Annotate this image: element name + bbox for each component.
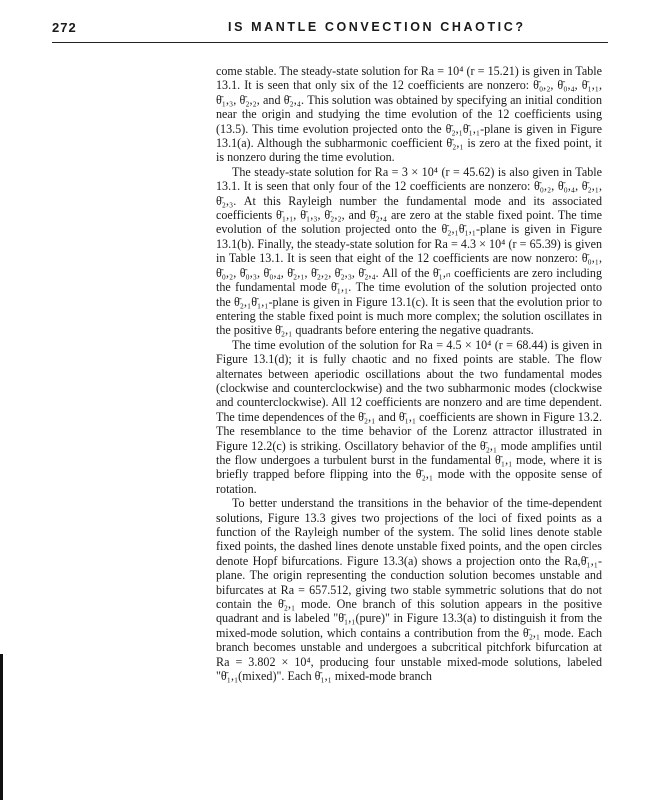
scan-edge-mark xyxy=(0,654,3,800)
paragraph: come stable. The steady-state solution for Ra = 10⁴ (r = 15.21) is given in Table 13.1. It is seen that only six of the 12 coefficients are nonzero: θ̄₀,₂, θ̄₀,₄, θ̄₁,₁, θ̄₁,₃, θ̄₂,₂, and θ̄₂,₄. This solution was obtained by specifying an initial condition near the origin and studying the time evolution of the 12 coefficients using (13.5). This time evolution projected onto the θ̄₂,₁θ̄₁,₁-plane is given in Figure 13.1(a). Although the subharmonic coefficient θ̄₂,₁ is zero at the fixed point, it is nonzero during the time evolution. xyxy=(216,64,602,165)
page-number: 272 xyxy=(52,20,77,35)
paragraph: The steady-state solution for Ra = 3 × 10⁴ (r = 45.62) is also given in Table 13.1. It is seen that only four of the 12 coefficients are nonzero: θ̄₀,₂, θ̄₀,₄, θ̄₂,₁, θ̄₂,₃. At this Rayleigh number the fundamental mode and its associated coefficients θ̄₁,₁, θ̄₁,₃, θ̄₂,₂, and θ̄₂,₄ are zero at the stable fixed point. The time evolution of the solution projected onto the θ̄₂,₁θ̄₁,₁-plane is given in Figure 13.1(b). Finally, the steady-state solution for Ra = 4.3 × 10⁴ (r = 65.39) is given in Table 13.1. It is seen that eight of the 12 coefficients are now nonzero: θ̄₀,₁, θ̄₀,₂, θ̄₀,₃, θ̄₀,₄, θ̄₂,₁, θ̄₂,₂, θ̄₂,₃, θ̄₂,₄. All of the θ̄₁,ₙ coefficients are zero including the fundamental mode θ̄₁,₁. The time evolution of the solution projected onto the θ̄₂,₁θ̄₁,₁-plane is given in Figure 13.1(c). It is seen that the evolution prior to entering the stable fixed point is much more complex; the solution oscillates in the positive θ̄₂,₁ quadrants before entering the negative quadrants. xyxy=(216,164,602,338)
running-header xyxy=(52,20,608,43)
body-text xyxy=(216,64,602,683)
paragraph: To better understand the transitions in the behavior of the time-dependent solutions, Figure 13.3 gives two projections of the loci of fixed points as a function of the Rayleigh number of the system. The solid lines denote stable fixed points, the dashed lines denote unstable fixed points, and the open circles denote Hopf bifurcations. Figure 13.3(a) shows a projection onto the Ra,θ̄₁,₁-plane. The origin representing the conduction solution becomes unstable and bifurcates at Ra = 657.512, giving two stable symmetric solutions that do not contain the θ̄₂,₁ mode. One branch of this solution appears in the positive quadrant and is labeled "θ̄₁,₁(pure)" in Figure 13.3(a) to distinguish it from the mixed-mode solution, which contains a contribution from the θ̄₂,₁ mode. Each branch becomes unstable and undergoes a subcritical pitchfork bifurcation at Ra = 3.802 × 10⁴, producing four unstable mixed-mode solutions, labeled "θ̄₁,₁(mixed)". Each θ̄₁,₁ mixed-mode branch xyxy=(216,496,602,684)
running-title: IS MANTLE CONVECTION CHAOTIC? xyxy=(228,20,526,34)
paragraph: The time evolution of the solution for Ra = 4.5 × 10⁴ (r = 68.44) is given in Figure 13.1(d); it is fully chaotic and no fixed points are stable. The flow alternates between aperiodic oscillations about the two fundamental modes (clockwise and counterclockwise) and the two subharmonic modes (clockwise and counterclockwise). All 12 coefficients are nonzero and are time dependent. The time dependences of the θ̄₂,₁ and θ̄₁,₁ coefficients are shown in Figure 13.2. The resemblance to the time behavior of the Lorenz attractor illustrated in Figure 12.2(c) is striking. Oscillatory behavior of the θ̄₂,₁ mode amplifies until the flow undergoes a turbulent burst in the fundamental θ̄₁,₁ mode, where it is briefly trapped before flipping into the θ̄₂,₁ mode with the opposite sense of rotation. xyxy=(216,337,602,496)
